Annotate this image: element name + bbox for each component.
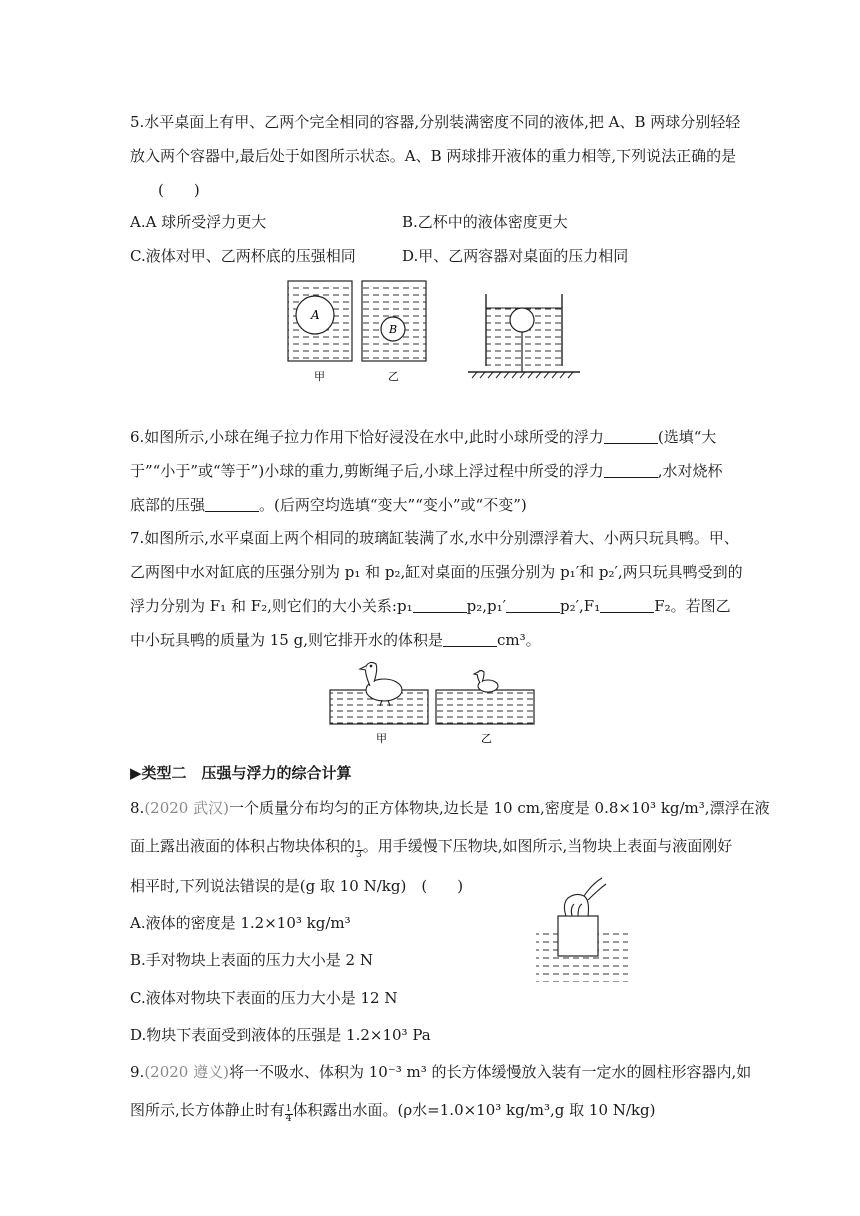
q5-figure-containers bbox=[282, 278, 452, 388]
q8-option-c: C.液体对物块下表面的压力大小是 12 N bbox=[130, 989, 398, 1007]
q9-number: 9. bbox=[130, 1063, 145, 1081]
q6-text-2a: 于”“小于”或“等于”)小球的重力,剪断绳子后,小球上浮过程中所受的浮力 bbox=[130, 462, 604, 480]
q7-text-3b: p₂,p₁′ bbox=[466, 597, 506, 615]
q7-blank-2[interactable] bbox=[506, 598, 560, 613]
q9-frac-num: 1 bbox=[285, 1104, 292, 1114]
q8-frac-den: 3 bbox=[356, 850, 362, 860]
q5-option-b: B.乙杯中的液体密度更大 bbox=[402, 213, 568, 231]
q8-text-2b: 。用手缓慢下压物块,如图所示,当物块上表面与液面刚好 bbox=[362, 837, 733, 855]
q7-text-4b: cm³。 bbox=[497, 631, 541, 649]
hand-icon bbox=[564, 878, 606, 916]
q6-line-2 bbox=[130, 461, 723, 481]
q7-text-3c: p₂′,F₁ bbox=[560, 597, 601, 615]
q7-fig-label-jia: 甲 bbox=[376, 732, 387, 745]
q5-fig-label-yi: 乙 bbox=[388, 370, 399, 383]
q8-fraction bbox=[355, 841, 363, 860]
q5-line-2: 放入两个容器中,最后处于如图所示状态。A、B 两球排开液体的重力相等,下列说法正确的是 bbox=[130, 147, 737, 165]
q9-text-2b: 体积露出水面。(ρ水=1.0×10³ kg/m³,g 取 10 N/kg) bbox=[292, 1101, 656, 1119]
q7-text-3a: 浮力分别为 F₁ 和 F₂,则它们的大小关系:p₁ bbox=[130, 597, 413, 615]
q6-text-3a: 底部的压强 bbox=[130, 496, 206, 514]
q7-text-4a: 中小玩具鸭的质量为 15 g,则它排开水的体积是 bbox=[130, 631, 443, 649]
q8-option-b: B.手对物块上表面的压力大小是 2 N bbox=[130, 951, 373, 969]
q5-option-c: C.液体对甲、乙两杯底的压强相同 bbox=[130, 247, 356, 265]
q7-blank-1[interactable] bbox=[413, 598, 467, 613]
q8-frac-num: 1 bbox=[356, 840, 362, 850]
q9-fraction bbox=[285, 1105, 293, 1124]
q7-line-1: 7.如图所示,水平桌面上两个相同的玻璃缸装满了水,水中分别漂浮着大、小两只玩具鸭。甲、 bbox=[130, 529, 739, 547]
q8-option-a: A.液体的密度是 1.2×10³ kg/m³ bbox=[130, 914, 351, 932]
q6-text-1a: 6.如图所示,小球在绳子拉力作用下恰好浸没在水中,此时小球所受的浮力 bbox=[130, 428, 604, 446]
q8-number: 8. bbox=[130, 799, 145, 817]
q6-blank-1[interactable] bbox=[604, 429, 658, 444]
q7-fig-label-yi: 乙 bbox=[481, 732, 492, 745]
q8-figure-hand-cube bbox=[532, 874, 632, 986]
q5-fig-label-jia: 甲 bbox=[314, 370, 325, 383]
q6-blank-2[interactable] bbox=[604, 463, 658, 478]
q6-figure-beaker bbox=[464, 292, 584, 382]
q8-text-1: 一个质量分布均匀的正方体物块,边长是 10 cm,密度是 0.8×10³ kg/m³,漂浮在液 bbox=[228, 799, 770, 817]
q7-blank-4[interactable] bbox=[443, 632, 497, 647]
q5-answer-paren: ( ) bbox=[158, 181, 200, 199]
q8-text-2a: 面上露出液面的体积占物块体积的 bbox=[130, 837, 356, 855]
q7-blank-3[interactable] bbox=[600, 598, 654, 613]
small-duck-icon bbox=[474, 671, 498, 693]
q7-line-3 bbox=[130, 596, 731, 616]
q6-blank-3[interactable] bbox=[205, 497, 259, 512]
q8-source: (2020 武汉) bbox=[144, 799, 229, 817]
q5-option-a: A.A 球所受浮力更大 bbox=[130, 213, 267, 231]
q6-ball bbox=[510, 308, 534, 332]
q7-line-2: 乙两图中水对缸底的压强分别为 p₁ 和 p₂,缸对桌面的压强分别为 p₁′和 p₂′,两只玩具鸭受到的 bbox=[130, 563, 743, 581]
q9-line-2 bbox=[130, 1100, 656, 1124]
q9-text-1: 将一不吸水、体积为 10⁻³ m³ 的长方体缓慢放入装有一定水的圆柱形容器内,如 bbox=[228, 1063, 752, 1081]
cube bbox=[558, 916, 598, 956]
q8-option-d: D.物块下表面受到液体的压强是 1.2×10³ Pa bbox=[130, 1026, 431, 1044]
ball-a-label: A bbox=[311, 308, 320, 322]
q6-text-1b: (选填“大 bbox=[657, 428, 717, 446]
q9-source: (2020 遵义) bbox=[144, 1063, 229, 1081]
q6-text-2b: ,水对烧杯 bbox=[657, 462, 723, 480]
q8-line-1 bbox=[130, 798, 770, 818]
section-heading: ▶类型二 压强与浮力的综合计算 bbox=[130, 764, 352, 782]
q6-line-1 bbox=[130, 427, 716, 447]
q5-line-1: 5.水平桌面上有甲、乙两个完全相同的容器,分别装满密度不同的液体,把 A、B 两球分别轻轻 bbox=[130, 113, 741, 131]
q8-line-2 bbox=[130, 836, 732, 860]
q8-line-3: 相平时,下列说法错误的是(g 取 10 N/kg) ( ) bbox=[130, 877, 464, 895]
q9-line-1 bbox=[130, 1062, 751, 1082]
q6-line-3 bbox=[130, 495, 527, 515]
q7-line-4 bbox=[130, 630, 541, 650]
q9-frac-den: 4 bbox=[285, 1114, 292, 1124]
q7-figure-duck-tanks bbox=[326, 660, 546, 745]
q5-option-d: D.甲、乙两容器对桌面的压力相同 bbox=[402, 247, 629, 265]
q9-text-2a: 图所示,长方体静止时有 bbox=[130, 1101, 285, 1119]
q6-text-3b: 。(后两空均选填“变大”“变小”或“不变”) bbox=[259, 496, 527, 514]
ball-b-label: B bbox=[389, 323, 398, 336]
q7-text-3d: F₂。若图乙 bbox=[654, 597, 731, 615]
